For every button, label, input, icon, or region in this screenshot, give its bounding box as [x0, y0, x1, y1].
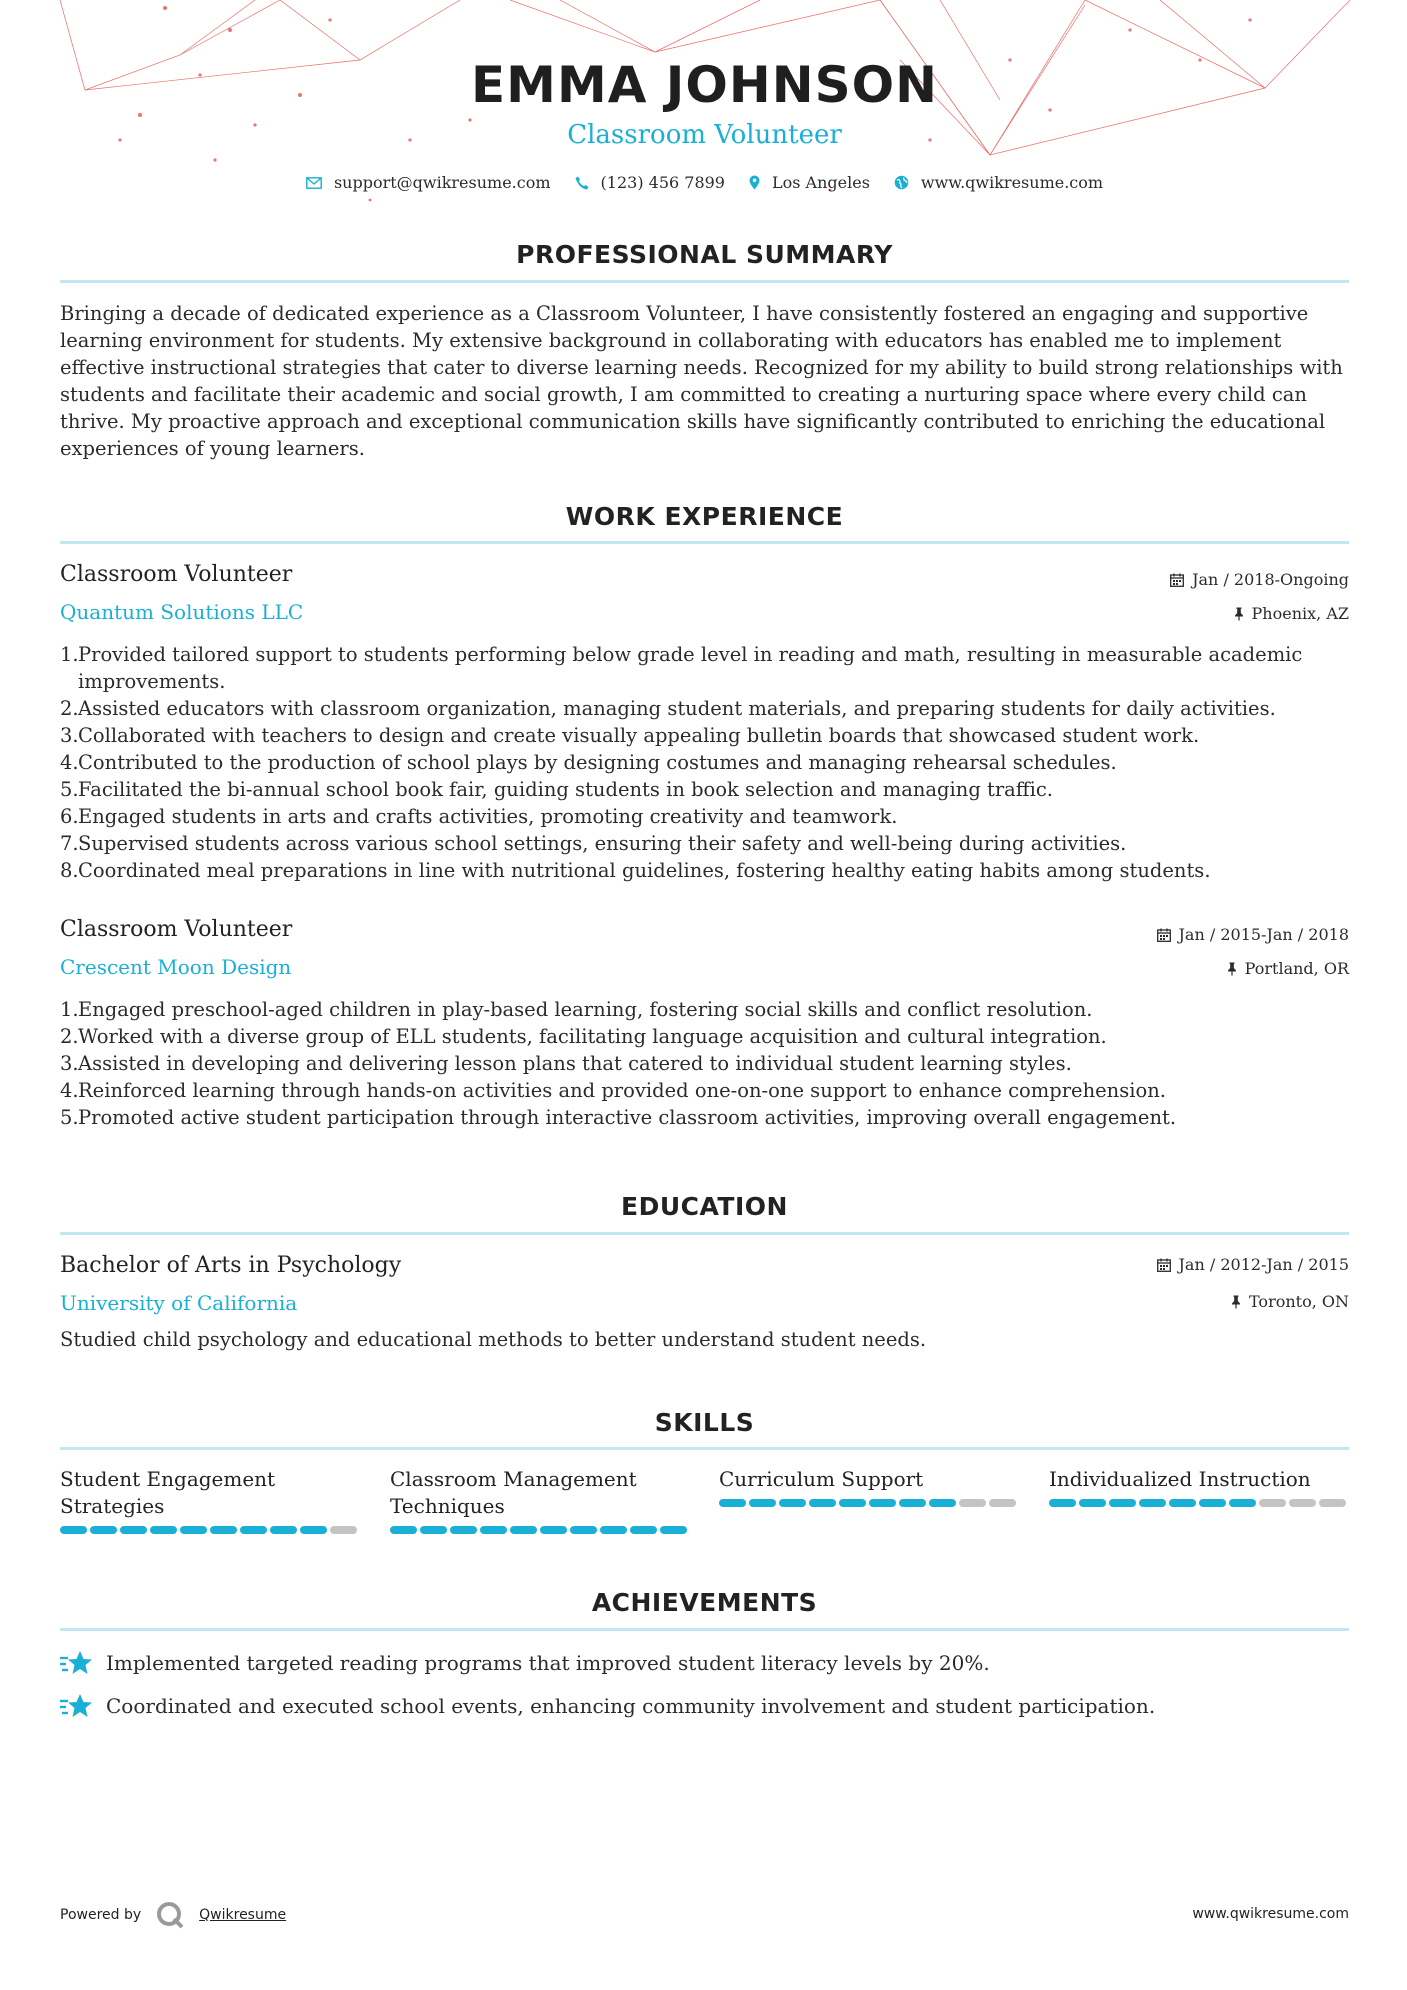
pushpin-icon — [1234, 607, 1244, 621]
list-item — [60, 1050, 1349, 1077]
bullet-number: 6. — [60, 805, 79, 828]
skill-segment-empty — [1259, 1499, 1286, 1507]
skill-name-line: Techniques — [390, 1494, 505, 1518]
education-description: Studied child psychology and educational methods to better understand student needs. — [60, 1328, 927, 1351]
phone-icon — [575, 176, 589, 190]
skills-heading: SKILLS — [654, 1408, 755, 1437]
job-1-location — [1234, 604, 1349, 623]
skill-name — [60, 1466, 360, 1520]
skill-segment-filled — [150, 1526, 177, 1534]
bullet-number: 2. — [60, 697, 79, 720]
skill-segment-empty — [330, 1526, 357, 1534]
skill-segment-filled — [749, 1499, 776, 1507]
skill-name — [719, 1466, 1019, 1493]
candidate-name: EMMA JOHNSON — [471, 56, 938, 114]
candidate-role: Classroom Volunteer — [567, 120, 842, 150]
skill-name-line: Individualized Instruction — [1049, 1467, 1311, 1491]
contact-phone-text: (123) 456 7899 — [600, 173, 725, 192]
bullet-text: Engaged students in arts and crafts activities, promoting creativity and teamwork. — [78, 805, 898, 828]
education-location — [1231, 1292, 1349, 1311]
summary-heading: PROFESSIONAL SUMMARY — [516, 240, 893, 269]
skill-segment-filled — [839, 1499, 866, 1507]
achievement-text: Implemented targeted reading programs that improved student literacy levels by 20%. — [106, 1651, 990, 1675]
achievement-item — [60, 1693, 1155, 1719]
skill-segment-filled — [210, 1526, 237, 1534]
skill-segment-filled — [809, 1499, 836, 1507]
skill-level-bar — [719, 1499, 1019, 1507]
bullet-number: 3. — [60, 1052, 79, 1075]
bullet-text: Reinforced learning through hands-on activities and provided one-on-one support to enhance comprehension. — [78, 1079, 1166, 1102]
qwikresume-logo-icon — [155, 1900, 185, 1930]
education-heading: EDUCATION — [621, 1192, 788, 1221]
skill-segment-filled — [1169, 1499, 1196, 1507]
skill-segment-filled — [1109, 1499, 1136, 1507]
job-1-bullets — [60, 641, 1349, 884]
education-dates — [1157, 1255, 1349, 1274]
bullet-number: 3. — [60, 724, 79, 747]
bullet-number: 8. — [60, 859, 79, 882]
skill-segment-filled — [779, 1499, 806, 1507]
bullet-text: Facilitated the bi-annual school book fair, guiding students in book selection and managing traffic. — [78, 778, 1053, 801]
skills-divider — [60, 1447, 1349, 1450]
bullet-text: Assisted educators with classroom organization, managing student materials, and preparing students for daily activities. — [78, 697, 1276, 720]
job-2-bullets — [60, 996, 1349, 1131]
skill-item — [1049, 1466, 1349, 1507]
pushpin-icon — [1227, 962, 1237, 976]
bullet-text: Contributed to the production of school plays by designing costumes and managing rehearsal schedules. — [78, 751, 1117, 774]
contact-email[interactable] — [306, 173, 551, 192]
skill-segment-empty — [959, 1499, 986, 1507]
list-item — [60, 1104, 1349, 1131]
contact-location-text: Los Angeles — [771, 173, 870, 192]
contact-website-text: www.qwikresume.com — [920, 173, 1104, 192]
list-item — [60, 1077, 1349, 1104]
job-2-dates-text: Jan / 2015-Jan / 2018 — [1178, 925, 1349, 944]
skill-segment-filled — [1049, 1499, 1076, 1507]
bullet-text: Assisted in developing and delivering lesson plans that catered to individual student learning styles. — [78, 1052, 1072, 1075]
skill-segment-filled — [660, 1526, 687, 1534]
footer-website-link[interactable]: www.qwikresume.com — [1192, 1906, 1349, 1922]
contact-location — [749, 173, 870, 192]
skill-name-line: Strategies — [60, 1494, 165, 1518]
education-dates-text: Jan / 2012-Jan / 2015 — [1178, 1255, 1349, 1274]
list-item — [60, 1023, 1349, 1050]
star-icon — [60, 1693, 92, 1719]
achievements-divider — [60, 1628, 1349, 1631]
education-location-text: Toronto, ON — [1249, 1292, 1349, 1311]
skill-segment-filled — [90, 1526, 117, 1534]
bullet-number: 4. — [60, 751, 79, 774]
list-item — [60, 857, 1349, 884]
job-2-location-text: Portland, OR — [1244, 959, 1349, 978]
job-1-dates — [1170, 570, 1349, 589]
achievement-item — [60, 1650, 990, 1676]
skill-segment-filled — [540, 1526, 567, 1534]
skill-name-line: Curriculum Support — [719, 1467, 924, 1491]
contact-website[interactable] — [894, 173, 1103, 192]
bullet-number: 5. — [60, 778, 79, 801]
powered-by-label: Powered by — [60, 1907, 142, 1923]
bullet-number: 5. — [60, 1106, 79, 1129]
bullet-text: Provided tailored support to students performing below grade level in reading and math, resulting in measurable academic improvements. — [78, 643, 1303, 693]
job-1-location-text: Phoenix, AZ — [1251, 604, 1349, 623]
skill-segment-empty — [1319, 1499, 1346, 1507]
envelope-icon — [306, 177, 322, 189]
list-item — [60, 830, 1349, 857]
calendar-icon — [1157, 928, 1171, 942]
skill-segment-filled — [420, 1526, 447, 1534]
qwikresume-link[interactable]: Qwikresume — [199, 1907, 287, 1923]
skill-segment-filled — [1139, 1499, 1166, 1507]
list-item — [60, 749, 1349, 776]
skill-item — [390, 1466, 690, 1534]
globe-icon — [894, 175, 909, 190]
education-divider — [60, 1232, 1349, 1235]
skill-segment-filled — [719, 1499, 746, 1507]
list-item — [60, 776, 1349, 803]
bullet-number: 7. — [60, 832, 79, 855]
skill-segment-filled — [869, 1499, 896, 1507]
map-pin-icon — [749, 175, 760, 190]
skill-segment-filled — [390, 1526, 417, 1534]
job-1-company: Quantum Solutions LLC — [60, 600, 304, 624]
achievements-heading: ACHIEVEMENTS — [591, 1588, 818, 1617]
calendar-icon — [1157, 1258, 1171, 1272]
bullet-text: Supervised students across various school settings, ensuring their safety and well-being during activities. — [78, 832, 1127, 855]
skill-segment-empty — [989, 1499, 1016, 1507]
skill-segment-filled — [60, 1526, 87, 1534]
work-heading: WORK EXPERIENCE — [565, 502, 844, 531]
job-1-dates-text: Jan / 2018-Ongoing — [1192, 570, 1349, 589]
skill-level-bar — [60, 1526, 360, 1534]
pushpin-icon — [1231, 1295, 1241, 1309]
calendar-icon — [1170, 573, 1184, 587]
bullet-number: 1. — [60, 998, 79, 1021]
skill-segment-filled — [899, 1499, 926, 1507]
list-item — [60, 722, 1349, 749]
contact-email-text: support@qwikresume.com — [333, 173, 551, 192]
job-2-dates — [1157, 925, 1349, 944]
skill-item — [60, 1466, 360, 1534]
skill-segment-filled — [1079, 1499, 1106, 1507]
skill-segment-filled — [180, 1526, 207, 1534]
footer-powered-by — [60, 1900, 286, 1930]
skill-segment-empty — [1289, 1499, 1316, 1507]
list-item — [60, 695, 1349, 722]
skill-segment-filled — [929, 1499, 956, 1507]
contact-bar — [60, 173, 1349, 192]
skill-segment-filled — [480, 1526, 507, 1534]
bullet-number: 2. — [60, 1025, 79, 1048]
education-degree: Bachelor of Arts in Psychology — [60, 1253, 402, 1278]
skill-segment-filled — [450, 1526, 477, 1534]
bullet-number: 4. — [60, 1079, 79, 1102]
job-2-location — [1227, 959, 1349, 978]
skill-segment-filled — [1199, 1499, 1226, 1507]
skill-name — [1049, 1466, 1349, 1493]
skill-segment-filled — [1229, 1499, 1256, 1507]
summary-text: Bringing a decade of dedicated experience as a Classroom Volunteer, I have consistently fostered an engaging and supportive learning environment for students. My extensive background in collaborating with educators has enabled me to implement effective instructional strategies that cater to diverse learning needs. Recognized for my ability to build strong relationships with students and facilitate their academic and social growth, I am committed to creating a nurturing space where every child can thrive. My proactive approach and exceptional communication skills have significantly contributed to enriching the educational experiences of young learners. — [60, 302, 1343, 460]
skill-segment-filled — [630, 1526, 657, 1534]
work-divider — [60, 541, 1349, 544]
list-item — [60, 803, 1349, 830]
list-item — [60, 996, 1349, 1023]
skill-level-bar — [390, 1526, 690, 1534]
skill-name-line: Classroom Management — [390, 1467, 637, 1491]
skill-segment-filled — [240, 1526, 267, 1534]
skill-item — [719, 1466, 1019, 1507]
skill-name-line: Student Engagement — [60, 1467, 276, 1491]
star-icon — [60, 1650, 92, 1676]
bullet-text: Collaborated with teachers to design and create visually appealing bulletin boards that showcased student work. — [78, 724, 1200, 747]
skill-segment-filled — [510, 1526, 537, 1534]
bullet-text: Promoted active student participation through interactive classroom activities, improving overall engagement. — [78, 1106, 1177, 1129]
education-school: University of California — [60, 1291, 298, 1315]
job-2-company: Crescent Moon Design — [60, 955, 292, 979]
bullet-number: 1. — [60, 643, 79, 666]
skill-name — [390, 1466, 690, 1520]
summary-divider — [60, 280, 1349, 283]
skill-segment-filled — [300, 1526, 327, 1534]
job-2-title: Classroom Volunteer — [60, 917, 293, 942]
skill-level-bar — [1049, 1499, 1349, 1507]
skill-segment-filled — [600, 1526, 627, 1534]
list-item — [60, 641, 1349, 695]
bullet-text: Coordinated meal preparations in line with nutritional guidelines, fostering healthy eating habits among students. — [78, 859, 1211, 882]
achievement-text: Coordinated and executed school events, enhancing community involvement and student participation. — [106, 1694, 1156, 1718]
bullet-text: Worked with a diverse group of ELL students, facilitating language acquisition and cultural integration. — [78, 1025, 1107, 1048]
job-1-title: Classroom Volunteer — [60, 562, 293, 587]
skill-segment-filled — [570, 1526, 597, 1534]
skill-segment-filled — [120, 1526, 147, 1534]
skill-segment-filled — [270, 1526, 297, 1534]
bullet-text: Engaged preschool-aged children in play-based learning, fostering social skills and conflict resolution. — [78, 998, 1093, 1021]
contact-phone[interactable] — [575, 173, 725, 192]
